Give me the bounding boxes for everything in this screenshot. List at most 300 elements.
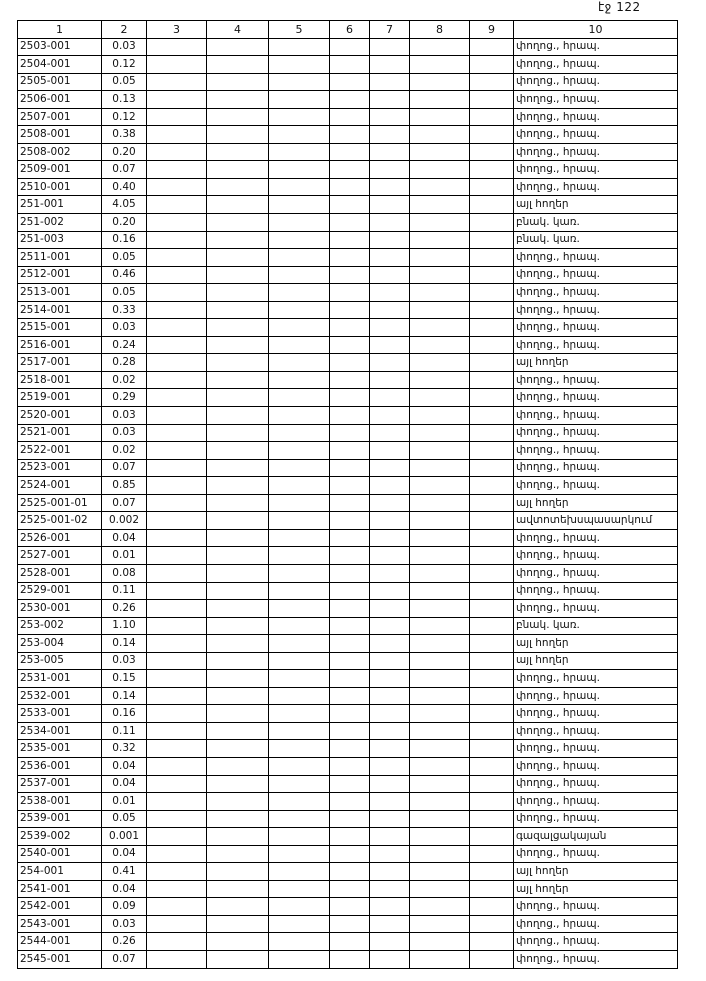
land-use-cell: փողոց., հրապ. (514, 705, 678, 723)
parcel-id-cell: 2543-001 (18, 915, 102, 933)
empty-cell-col-9 (470, 178, 514, 196)
table-row (18, 442, 678, 460)
parcel-id-cell: 2503-001 (18, 38, 102, 56)
empty-cell-col-5 (269, 56, 330, 74)
empty-cell-col-7 (370, 547, 410, 565)
empty-cell-col-4 (207, 477, 269, 495)
table-row (18, 740, 678, 758)
page-number: էջ 122 (598, 0, 641, 14)
empty-cell-col-5 (269, 73, 330, 91)
header-row (18, 21, 678, 39)
empty-cell-col-4 (207, 880, 269, 898)
land-use-cell: փողոց., հրապ. (514, 740, 678, 758)
empty-cell-col-6 (330, 108, 370, 126)
land-use-cell: փողոց., հրապ. (514, 442, 678, 460)
parcel-id-cell: 251-002 (18, 214, 102, 232)
empty-cell-col-5 (269, 757, 330, 775)
empty-cell-col-8 (410, 950, 470, 968)
empty-cell-col-9 (470, 529, 514, 547)
empty-cell-col-8 (410, 354, 470, 372)
empty-cell-col-8 (410, 214, 470, 232)
table-row (18, 249, 678, 267)
empty-cell-col-5 (269, 687, 330, 705)
empty-cell-col-6 (330, 915, 370, 933)
empty-cell-col-7 (370, 161, 410, 179)
empty-cell-col-9 (470, 845, 514, 863)
empty-cell-col-5 (269, 354, 330, 372)
parcel-id-cell: 2533-001 (18, 705, 102, 723)
land-use-cell: այլ հողեր (514, 494, 678, 512)
empty-cell-col-8 (410, 56, 470, 74)
empty-cell-col-3 (147, 301, 207, 319)
empty-cell-col-6 (330, 810, 370, 828)
land-use-cell: բնակ. կառ. (514, 214, 678, 232)
empty-cell-col-9 (470, 687, 514, 705)
parcel-id-cell: 2517-001 (18, 354, 102, 372)
area-cell: 0.03 (102, 424, 147, 442)
empty-cell-col-7 (370, 670, 410, 688)
empty-cell-col-5 (269, 775, 330, 793)
empty-cell-col-9 (470, 91, 514, 109)
land-use-cell: փողոց., հրապ. (514, 371, 678, 389)
empty-cell-col-9 (470, 828, 514, 846)
land-use-cell: փողոց., հրապ. (514, 529, 678, 547)
land-use-cell: փողոց., հրապ. (514, 915, 678, 933)
empty-cell-col-7 (370, 810, 410, 828)
empty-cell-col-4 (207, 161, 269, 179)
empty-cell-col-6 (330, 266, 370, 284)
empty-cell-col-4 (207, 687, 269, 705)
empty-cell-col-4 (207, 828, 269, 846)
area-cell: 0.14 (102, 687, 147, 705)
land-use-cell: այլ հողեր (514, 354, 678, 372)
area-cell: 0.46 (102, 266, 147, 284)
table-row (18, 354, 678, 372)
parcel-id-cell: 2523-001 (18, 459, 102, 477)
empty-cell-col-6 (330, 547, 370, 565)
empty-cell-col-3 (147, 459, 207, 477)
empty-cell-col-8 (410, 91, 470, 109)
empty-cell-col-9 (470, 424, 514, 442)
empty-cell-col-9 (470, 73, 514, 91)
empty-cell-col-3 (147, 73, 207, 91)
column-header-9: 9 (470, 21, 514, 39)
empty-cell-col-4 (207, 810, 269, 828)
empty-cell-col-8 (410, 547, 470, 565)
table-row (18, 722, 678, 740)
empty-cell-col-5 (269, 108, 330, 126)
empty-cell-col-4 (207, 933, 269, 951)
empty-cell-col-8 (410, 108, 470, 126)
area-cell: 0.01 (102, 547, 147, 565)
empty-cell-col-5 (269, 547, 330, 565)
empty-cell-col-5 (269, 828, 330, 846)
land-use-cell: փողոց., հրապ. (514, 950, 678, 968)
empty-cell-col-9 (470, 933, 514, 951)
empty-cell-col-8 (410, 319, 470, 337)
column-header-3: 3 (147, 21, 207, 39)
empty-cell-col-7 (370, 56, 410, 74)
land-use-cell: փողոց., հրապ. (514, 793, 678, 811)
empty-cell-col-8 (410, 231, 470, 249)
empty-cell-col-9 (470, 547, 514, 565)
land-use-cell: փողոց., հրապ. (514, 670, 678, 688)
empty-cell-col-9 (470, 266, 514, 284)
empty-cell-col-8 (410, 880, 470, 898)
empty-cell-col-6 (330, 793, 370, 811)
empty-cell-col-8 (410, 371, 470, 389)
empty-cell-col-9 (470, 284, 514, 302)
table-row (18, 284, 678, 302)
land-use-cell: փողոց., հրապ. (514, 336, 678, 354)
empty-cell-col-3 (147, 687, 207, 705)
empty-cell-col-8 (410, 424, 470, 442)
empty-cell-col-5 (269, 950, 330, 968)
table-row (18, 670, 678, 688)
empty-cell-col-4 (207, 56, 269, 74)
parcel-id-cell: 251-003 (18, 231, 102, 249)
table-row (18, 810, 678, 828)
empty-cell-col-4 (207, 249, 269, 267)
empty-cell-col-8 (410, 933, 470, 951)
empty-cell-col-7 (370, 354, 410, 372)
empty-cell-col-5 (269, 336, 330, 354)
empty-cell-col-6 (330, 407, 370, 425)
table-row (18, 266, 678, 284)
empty-cell-col-7 (370, 196, 410, 214)
empty-cell-col-5 (269, 91, 330, 109)
empty-cell-col-5 (269, 494, 330, 512)
empty-cell-col-3 (147, 336, 207, 354)
empty-cell-col-3 (147, 635, 207, 653)
empty-cell-col-3 (147, 600, 207, 618)
empty-cell-col-3 (147, 547, 207, 565)
land-use-cell: փողոց., հրապ. (514, 845, 678, 863)
land-use-cell: փողոց., հրապ. (514, 547, 678, 565)
land-use-cell: փողոց., հրապ. (514, 775, 678, 793)
empty-cell-col-5 (269, 459, 330, 477)
area-cell: 0.04 (102, 775, 147, 793)
empty-cell-col-5 (269, 319, 330, 337)
empty-cell-col-3 (147, 705, 207, 723)
land-use-cell: փողոց., հրապ. (514, 477, 678, 495)
parcel-id-cell: 2506-001 (18, 91, 102, 109)
empty-cell-col-5 (269, 582, 330, 600)
empty-cell-col-4 (207, 91, 269, 109)
empty-cell-col-9 (470, 319, 514, 337)
empty-cell-col-9 (470, 950, 514, 968)
parcel-id-cell: 2508-002 (18, 143, 102, 161)
empty-cell-col-4 (207, 336, 269, 354)
empty-cell-col-8 (410, 687, 470, 705)
parcel-id-cell: 2508-001 (18, 126, 102, 144)
table-row (18, 407, 678, 425)
area-cell: 0.26 (102, 600, 147, 618)
empty-cell-col-8 (410, 529, 470, 547)
area-cell: 0.04 (102, 529, 147, 547)
empty-cell-col-6 (330, 477, 370, 495)
empty-cell-col-8 (410, 670, 470, 688)
empty-cell-col-4 (207, 635, 269, 653)
empty-cell-col-9 (470, 793, 514, 811)
empty-cell-col-9 (470, 635, 514, 653)
table-row (18, 108, 678, 126)
empty-cell-col-3 (147, 793, 207, 811)
land-use-cell: փողոց., հրապ. (514, 126, 678, 144)
empty-cell-col-9 (470, 617, 514, 635)
empty-cell-col-8 (410, 793, 470, 811)
empty-cell-col-6 (330, 214, 370, 232)
empty-cell-col-6 (330, 635, 370, 653)
empty-cell-col-5 (269, 880, 330, 898)
parcel-id-cell: 2539-002 (18, 828, 102, 846)
empty-cell-col-3 (147, 933, 207, 951)
empty-cell-col-3 (147, 354, 207, 372)
empty-cell-col-8 (410, 617, 470, 635)
empty-cell-col-6 (330, 249, 370, 267)
empty-cell-col-7 (370, 617, 410, 635)
empty-cell-col-9 (470, 354, 514, 372)
empty-cell-col-9 (470, 564, 514, 582)
empty-cell-col-6 (330, 652, 370, 670)
parcel-id-cell: 2541-001 (18, 880, 102, 898)
column-header-7: 7 (370, 21, 410, 39)
empty-cell-col-3 (147, 898, 207, 916)
empty-cell-col-7 (370, 898, 410, 916)
empty-cell-col-5 (269, 214, 330, 232)
parcel-id-cell: 253-004 (18, 635, 102, 653)
table-row (18, 582, 678, 600)
area-cell: 0.14 (102, 635, 147, 653)
parcel-id-cell: 2545-001 (18, 950, 102, 968)
empty-cell-col-8 (410, 512, 470, 530)
empty-cell-col-4 (207, 442, 269, 460)
empty-cell-col-8 (410, 161, 470, 179)
empty-cell-col-6 (330, 863, 370, 881)
empty-cell-col-8 (410, 828, 470, 846)
empty-cell-col-7 (370, 757, 410, 775)
empty-cell-col-3 (147, 178, 207, 196)
column-header-1: 1 (18, 21, 102, 39)
area-cell: 0.07 (102, 161, 147, 179)
empty-cell-col-7 (370, 38, 410, 56)
land-use-cell: փողոց., հրապ. (514, 56, 678, 74)
empty-cell-col-6 (330, 143, 370, 161)
empty-cell-col-8 (410, 126, 470, 144)
area-cell: 1.10 (102, 617, 147, 635)
empty-cell-col-8 (410, 652, 470, 670)
empty-cell-col-8 (410, 407, 470, 425)
table-row (18, 775, 678, 793)
empty-cell-col-8 (410, 775, 470, 793)
table-row (18, 231, 678, 249)
parcel-id-cell: 2510-001 (18, 178, 102, 196)
empty-cell-col-6 (330, 301, 370, 319)
area-cell: 0.12 (102, 56, 147, 74)
empty-cell-col-4 (207, 564, 269, 582)
empty-cell-col-7 (370, 371, 410, 389)
empty-cell-col-9 (470, 161, 514, 179)
empty-cell-col-4 (207, 793, 269, 811)
empty-cell-col-3 (147, 161, 207, 179)
empty-cell-col-5 (269, 424, 330, 442)
area-cell: 0.32 (102, 740, 147, 758)
empty-cell-col-4 (207, 898, 269, 916)
column-header-5: 5 (269, 21, 330, 39)
table-row (18, 828, 678, 846)
empty-cell-col-7 (370, 284, 410, 302)
empty-cell-col-7 (370, 950, 410, 968)
area-cell: 0.02 (102, 371, 147, 389)
empty-cell-col-9 (470, 108, 514, 126)
area-cell: 0.03 (102, 407, 147, 425)
empty-cell-col-9 (470, 652, 514, 670)
empty-cell-col-3 (147, 529, 207, 547)
empty-cell-col-7 (370, 775, 410, 793)
empty-cell-col-6 (330, 196, 370, 214)
area-cell: 0.01 (102, 793, 147, 811)
parcel-id-cell: 2540-001 (18, 845, 102, 863)
area-cell: 0.28 (102, 354, 147, 372)
area-cell: 0.04 (102, 845, 147, 863)
land-use-cell: փողոց., հրապ. (514, 38, 678, 56)
table-row (18, 459, 678, 477)
parcel-id-cell: 254-001 (18, 863, 102, 881)
empty-cell-col-6 (330, 775, 370, 793)
empty-cell-col-9 (470, 512, 514, 530)
empty-cell-col-9 (470, 477, 514, 495)
area-cell: 0.03 (102, 38, 147, 56)
land-use-cell: փողոց., հրապ. (514, 424, 678, 442)
empty-cell-col-4 (207, 652, 269, 670)
table-row (18, 494, 678, 512)
empty-cell-col-6 (330, 933, 370, 951)
table-row (18, 512, 678, 530)
empty-cell-col-5 (269, 161, 330, 179)
parcel-id-cell: 2519-001 (18, 389, 102, 407)
table-row (18, 547, 678, 565)
empty-cell-col-9 (470, 214, 514, 232)
table-row (18, 389, 678, 407)
column-header-2: 2 (102, 21, 147, 39)
empty-cell-col-7 (370, 512, 410, 530)
parcel-id-cell: 2521-001 (18, 424, 102, 442)
empty-cell-col-6 (330, 617, 370, 635)
empty-cell-col-7 (370, 828, 410, 846)
empty-cell-col-9 (470, 898, 514, 916)
empty-cell-col-6 (330, 126, 370, 144)
land-use-cell: այլ հողեր (514, 863, 678, 881)
land-use-cell: բնակ. կառ. (514, 617, 678, 635)
parcel-id-cell: 2537-001 (18, 775, 102, 793)
empty-cell-col-5 (269, 284, 330, 302)
empty-cell-col-9 (470, 705, 514, 723)
empty-cell-col-3 (147, 810, 207, 828)
land-use-cell: փողոց., հրապ. (514, 73, 678, 91)
area-cell: 0.20 (102, 143, 147, 161)
empty-cell-col-4 (207, 424, 269, 442)
empty-cell-col-4 (207, 600, 269, 618)
parcel-id-cell: 2507-001 (18, 108, 102, 126)
empty-cell-col-5 (269, 477, 330, 495)
empty-cell-col-9 (470, 915, 514, 933)
land-use-cell: այլ հողեր (514, 635, 678, 653)
parcel-id-cell: 2505-001 (18, 73, 102, 91)
empty-cell-col-8 (410, 196, 470, 214)
empty-cell-col-4 (207, 143, 269, 161)
empty-cell-col-7 (370, 635, 410, 653)
area-cell: 0.33 (102, 301, 147, 319)
empty-cell-col-6 (330, 231, 370, 249)
empty-cell-col-5 (269, 898, 330, 916)
empty-cell-col-5 (269, 810, 330, 828)
empty-cell-col-7 (370, 301, 410, 319)
table-row (18, 705, 678, 723)
empty-cell-col-9 (470, 38, 514, 56)
area-cell: 0.11 (102, 582, 147, 600)
parcel-id-cell: 2513-001 (18, 284, 102, 302)
empty-cell-col-6 (330, 845, 370, 863)
empty-cell-col-4 (207, 407, 269, 425)
empty-cell-col-8 (410, 336, 470, 354)
empty-cell-col-6 (330, 880, 370, 898)
table-row (18, 757, 678, 775)
table-row (18, 161, 678, 179)
empty-cell-col-8 (410, 757, 470, 775)
area-cell: 0.001 (102, 828, 147, 846)
land-use-cell: փողոց., հրապ. (514, 898, 678, 916)
parcel-id-cell: 2529-001 (18, 582, 102, 600)
empty-cell-col-6 (330, 670, 370, 688)
empty-cell-col-6 (330, 319, 370, 337)
parcel-id-cell: 2526-001 (18, 529, 102, 547)
empty-cell-col-5 (269, 705, 330, 723)
empty-cell-col-6 (330, 582, 370, 600)
empty-cell-col-7 (370, 705, 410, 723)
empty-cell-col-8 (410, 284, 470, 302)
empty-cell-col-3 (147, 775, 207, 793)
empty-cell-col-6 (330, 828, 370, 846)
empty-cell-col-9 (470, 389, 514, 407)
empty-cell-col-3 (147, 249, 207, 267)
empty-cell-col-9 (470, 810, 514, 828)
empty-cell-col-7 (370, 740, 410, 758)
table-row (18, 214, 678, 232)
empty-cell-col-3 (147, 196, 207, 214)
parcel-id-cell: 253-005 (18, 652, 102, 670)
parcel-id-cell: 2518-001 (18, 371, 102, 389)
table-row (18, 319, 678, 337)
empty-cell-col-3 (147, 214, 207, 232)
empty-cell-col-5 (269, 249, 330, 267)
area-cell: 0.41 (102, 863, 147, 881)
empty-cell-col-6 (330, 371, 370, 389)
empty-cell-col-7 (370, 880, 410, 898)
table-row (18, 56, 678, 74)
empty-cell-col-9 (470, 126, 514, 144)
land-use-cell: փողոց., հրապ. (514, 108, 678, 126)
area-cell: 0.38 (102, 126, 147, 144)
empty-cell-col-3 (147, 389, 207, 407)
empty-cell-col-6 (330, 38, 370, 56)
empty-cell-col-7 (370, 863, 410, 881)
empty-cell-col-7 (370, 477, 410, 495)
empty-cell-col-4 (207, 547, 269, 565)
empty-cell-col-7 (370, 178, 410, 196)
empty-cell-col-5 (269, 178, 330, 196)
empty-cell-col-5 (269, 442, 330, 460)
parcel-id-cell: 2542-001 (18, 898, 102, 916)
